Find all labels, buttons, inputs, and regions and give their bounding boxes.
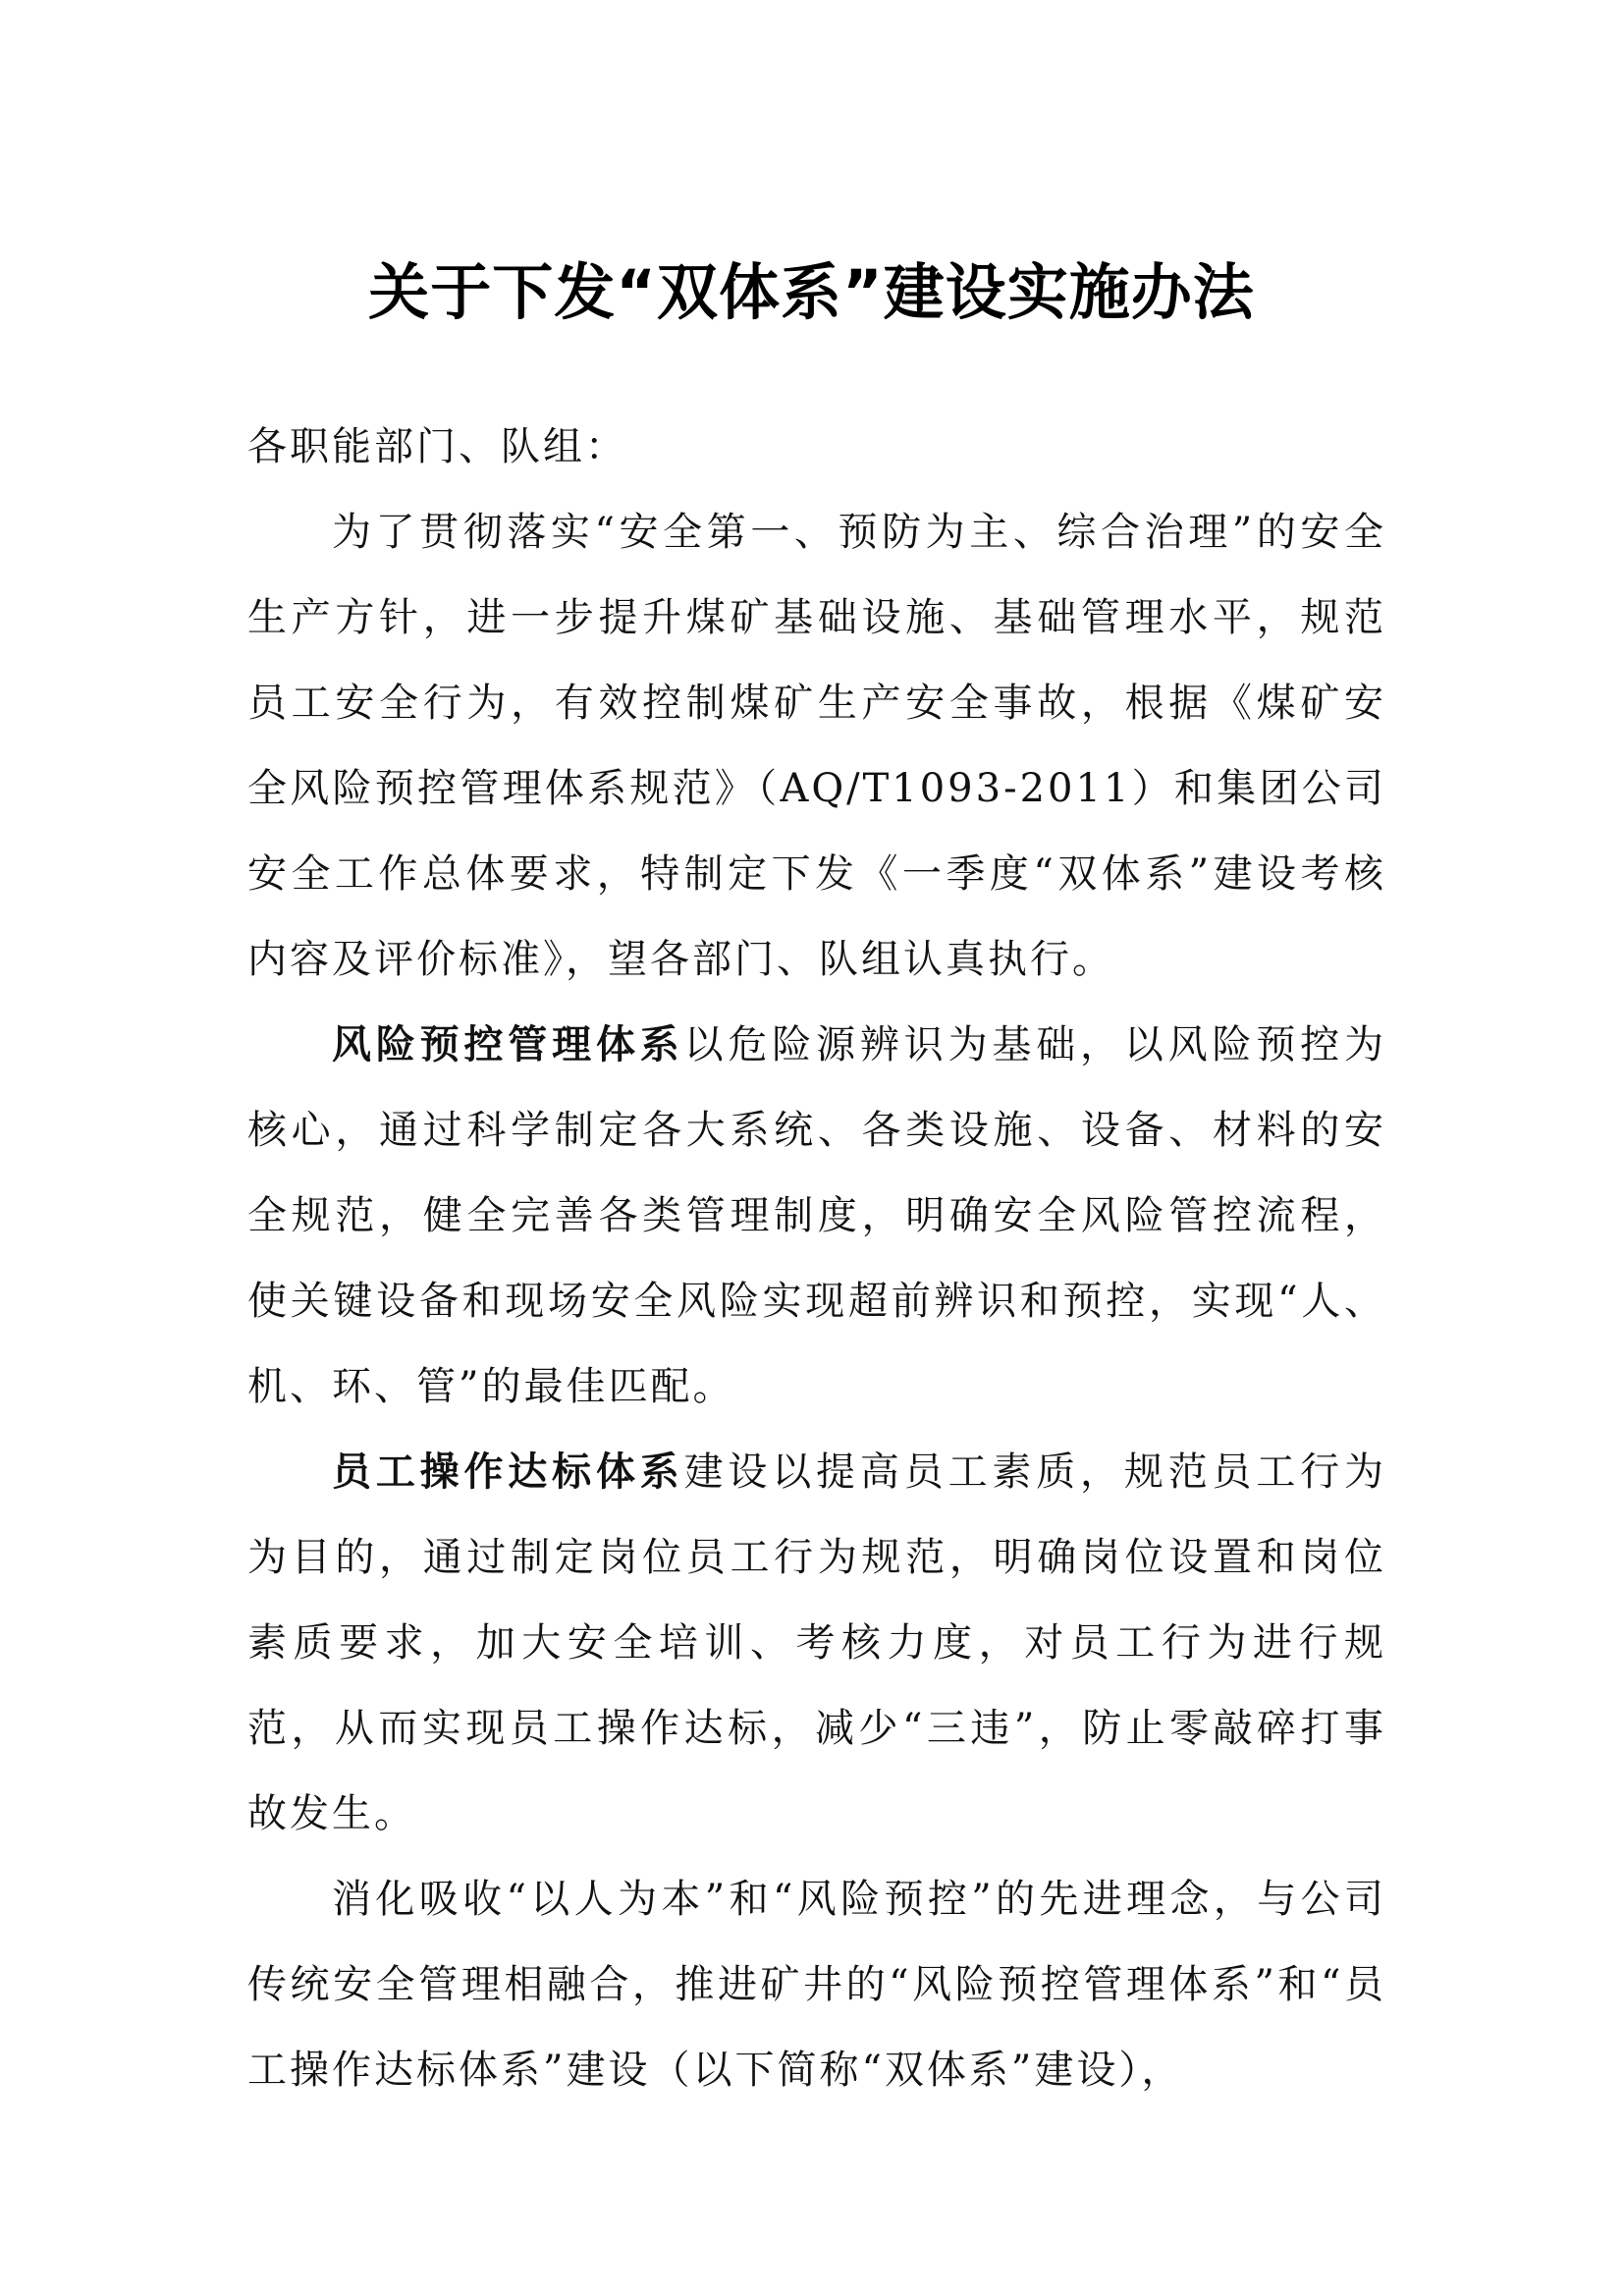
salutation: 各职能部门、队组： — [247, 424, 627, 469]
paragraph-operation-standard-text: 建设以提高员工素质，规范员工行为为目的，通过制定岗位员工行为规范，明确岗位设置和岗位素质要求，加大安全培训、考核力度，对员工行为进行规范，从而实现员工操作达标，减少“三违”，防止零敲碎打事故发生。 — [247, 1449, 1387, 1836]
paragraph-risk-control-lead: 风险预控管理体系 — [332, 1022, 684, 1067]
paragraph-operation-standard-lead: 员工操作达标体系 — [332, 1449, 684, 1495]
paragraph-policy: 为了贯彻落实“安全第一、预防为主、综合治理”的安全生产方针，进一步提升煤矿基础设施、基础管理水平，规范员工安全行为，有效控制煤矿生产安全事故，根据《煤矿安全风险预控管理体系规范》（AQ/T1093-2011）和集团公司安全工作总体要求，特制定下发《一季度“双体系”建设考核内容及评价标准》，望各部门、队组认真执行。 — [247, 510, 1386, 982]
document-body — [247, 405, 1386, 2113]
paragraph-risk-control — [247, 1003, 1386, 1430]
paragraph-risk-control-text: 以危险源辨识为基础，以风险预控为核心，通过科学制定各大系统、各类设施、设备、材料的安全规范，健全完善各类管理制度，明确安全风险管控流程，使关键设备和现场安全风险实现超前辨识和预控，实现“人、机、环、管”的最佳匹配。 — [247, 1022, 1387, 1409]
paragraph-integration: 消化吸收“以人为本”和“风险预控”的先进理念，与公司传统安全管理相融合，推进矿井的“风险预控管理体系”和“员工操作达标体系”建设（以下简称“双体系”建设）， — [247, 1877, 1386, 2093]
paragraph-operation-standard — [247, 1430, 1386, 1857]
document-title: 关于下发“双体系”建设实施办法 — [368, 256, 1255, 328]
